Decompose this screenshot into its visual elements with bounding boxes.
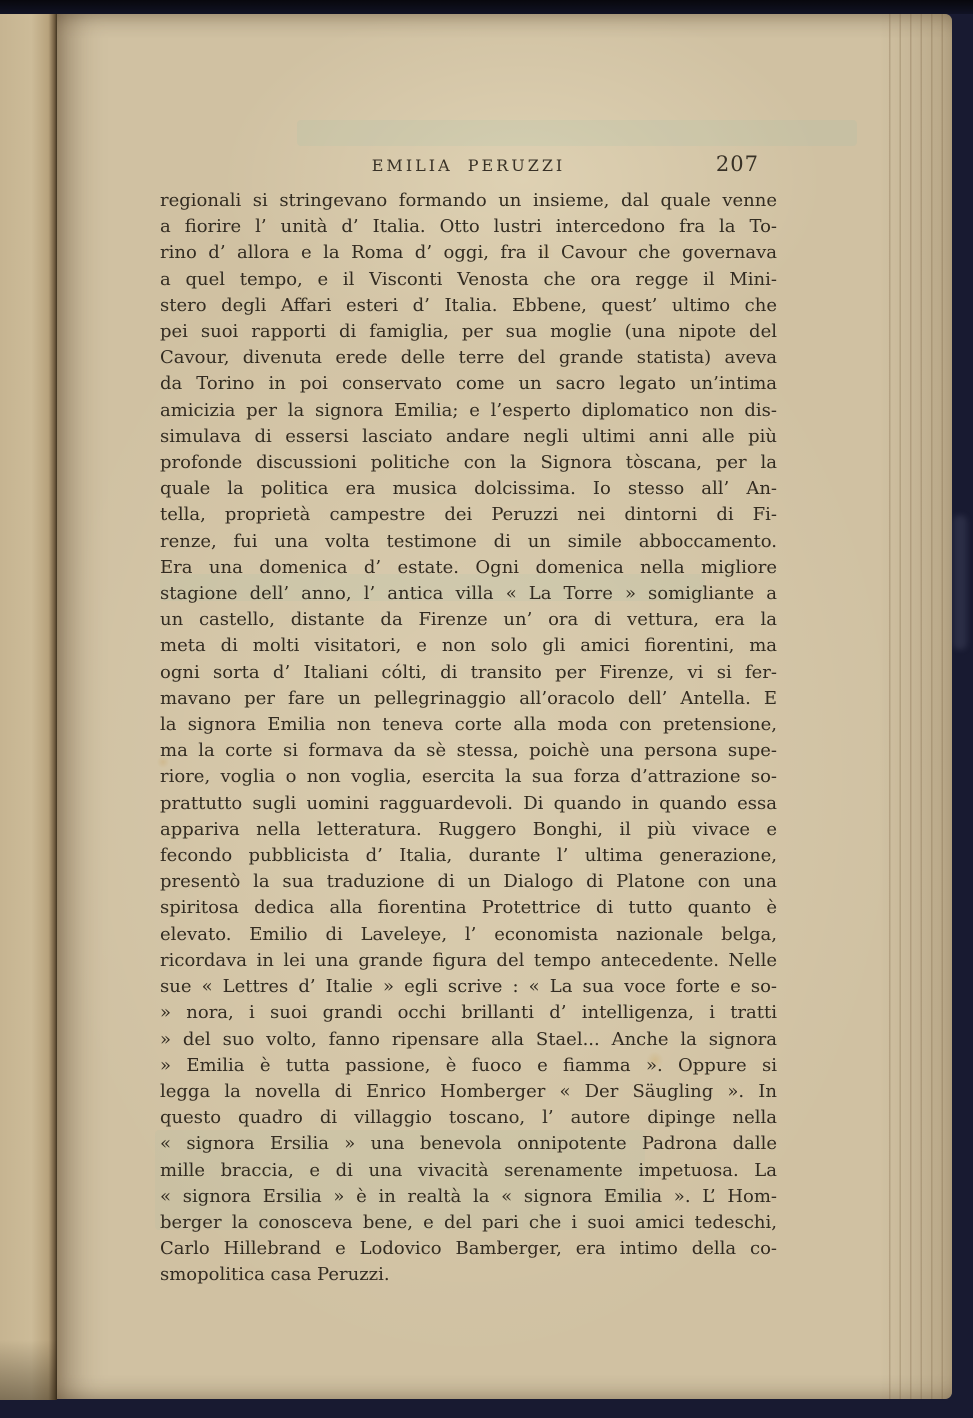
running-title: EMILIA PERUZZI xyxy=(371,156,566,175)
text-line: Era una domenica d’ estate. Ogni domenica nella migliore xyxy=(160,556,777,578)
text-line: rino d’ allora e la Roma d’ oggi, fra il Cavour che governava xyxy=(160,242,777,264)
text-line: tella, proprietà campestre dei Peruzzi nei dintorni di Fi- xyxy=(160,504,777,526)
page-text-block xyxy=(160,188,777,1289)
text-line: amicizia per la signora Emilia; e l’esperto diplomatico non dis- xyxy=(160,399,777,421)
text-line: legga la novella di Enrico Homberger « Der Säugling ». In xyxy=(160,1080,777,1102)
text-line: da Torino in poi conservato come un sacro legato un’intima xyxy=(160,373,777,395)
text-line: spiritosa dedica alla fiorentina Protettrice di tutto quanto è xyxy=(160,897,777,919)
page-number: 207 xyxy=(715,152,759,176)
text-line: questo quadro di villaggio toscano, l’ autore dipinge nella xyxy=(160,1107,777,1129)
text-line: ogni sorta d’ Italiani cólti, di transito per Firenze, vi si fer- xyxy=(160,661,777,683)
text-line: berger la conosceva bene, e del pari che i suoi amici tedeschi, xyxy=(160,1211,777,1233)
text-line: appariva nella letteratura. Ruggero Bonghi, il più vivace e xyxy=(160,818,777,840)
text-line: un castello, distante da Firenze un’ ora di vettura, era la xyxy=(160,609,777,631)
text-line: quale la politica era musica dolcissima. Io stesso all’ An- xyxy=(160,478,777,500)
scan-tint-artifact xyxy=(297,120,857,146)
text-line: » Emilia è tutta passione, è fuoco e fiamma ». Oppure si xyxy=(160,1054,777,1076)
scan-light-streak xyxy=(953,515,967,650)
text-line: elevato. Emilio di Laveleye, l’ economista nazionale belga, xyxy=(160,923,777,945)
text-line: profonde discussioni politiche con la Signora tòscana, per la xyxy=(160,452,777,474)
page-header xyxy=(160,152,777,182)
text-line: meta di molti visitatori, e non solo gli amici fiorentini, ma xyxy=(160,635,777,657)
text-line: prattutto sugli uomini ragguardevoli. Di quando in quando essa xyxy=(160,792,777,814)
text-line: fecondo pubblicista d’ Italia, durante l’ ultima generazione, xyxy=(160,845,777,867)
text-line: mille braccia, e di una vivacità serenamente impetuosa. La xyxy=(160,1159,777,1181)
text-line: a quel tempo, e il Visconti Venosta che ora regge il Mini- xyxy=(160,268,777,290)
text-line: simulava di essersi lasciato andare negli ultimi anni alle più xyxy=(160,425,777,447)
text-line: stero degli Affari esteri d’ Italia. Ebbene, quest’ ultimo che xyxy=(160,294,777,316)
page-edge-stack xyxy=(880,14,952,1399)
text-line: » del suo volto, fanno ripensare alla Stael... Anche la signora xyxy=(160,1028,777,1050)
text-line: stagione dell’ anno, l’ antica villa « La Torre » somigliante a xyxy=(160,583,777,605)
text-line: Carlo Hillebrand e Lodovico Bamberger, era intimo della co- xyxy=(160,1238,777,1260)
text-line: Cavour, divenuta erede delle terre del grande statista) aveva xyxy=(160,347,777,369)
text-line: ricordava in lei una grande figura del tempo antecedente. Nelle xyxy=(160,949,777,971)
text-line: a fiorire l’ unità d’ Italia. Otto lustri intercedono fra la To- xyxy=(160,216,777,238)
text-line: » nora, i suoi grandi occhi brillanti d’ intelligenza, i tratti xyxy=(160,1002,777,1024)
text-line: renze, fui una volta testimone di un simile abboccamento. xyxy=(160,530,777,552)
text-line: pei suoi rapporti di famiglia, per sua moglie (una nipote del xyxy=(160,321,777,343)
text-line: riore, voglia o non voglia, esercita la sua forza d’attrazione so- xyxy=(160,766,777,788)
text-line: « signora Ersilia » una benevola onnipotente Padrona dalle xyxy=(160,1133,777,1155)
text-line: sue « Lettres d’ Italie » egli scrive : « La sua voce forte e so- xyxy=(160,976,777,998)
text-line: mavano per fare un pellegrinaggio all’oracolo dell’ Antella. E xyxy=(160,687,777,709)
text-line: regionali si stringevano formando un insieme, dal quale venne xyxy=(160,190,777,211)
text-line: la signora Emilia non teneva corte alla moda con pretensione, xyxy=(160,714,777,736)
text-line: ma la corte si formava da sè stessa, poichè una persona supe- xyxy=(160,740,777,762)
facing-page-edge xyxy=(0,14,57,1400)
book-page xyxy=(57,14,952,1399)
text-line: « signora Ersilia » è in realtà la « signora Emilia ». L’ Hom- xyxy=(160,1185,777,1207)
text-line: smopolitica casa Peruzzi. xyxy=(160,1264,390,1286)
text-line: presentò la sua traduzione di un Dialogo di Platone con una xyxy=(160,871,777,893)
scan-border-top xyxy=(0,0,973,14)
